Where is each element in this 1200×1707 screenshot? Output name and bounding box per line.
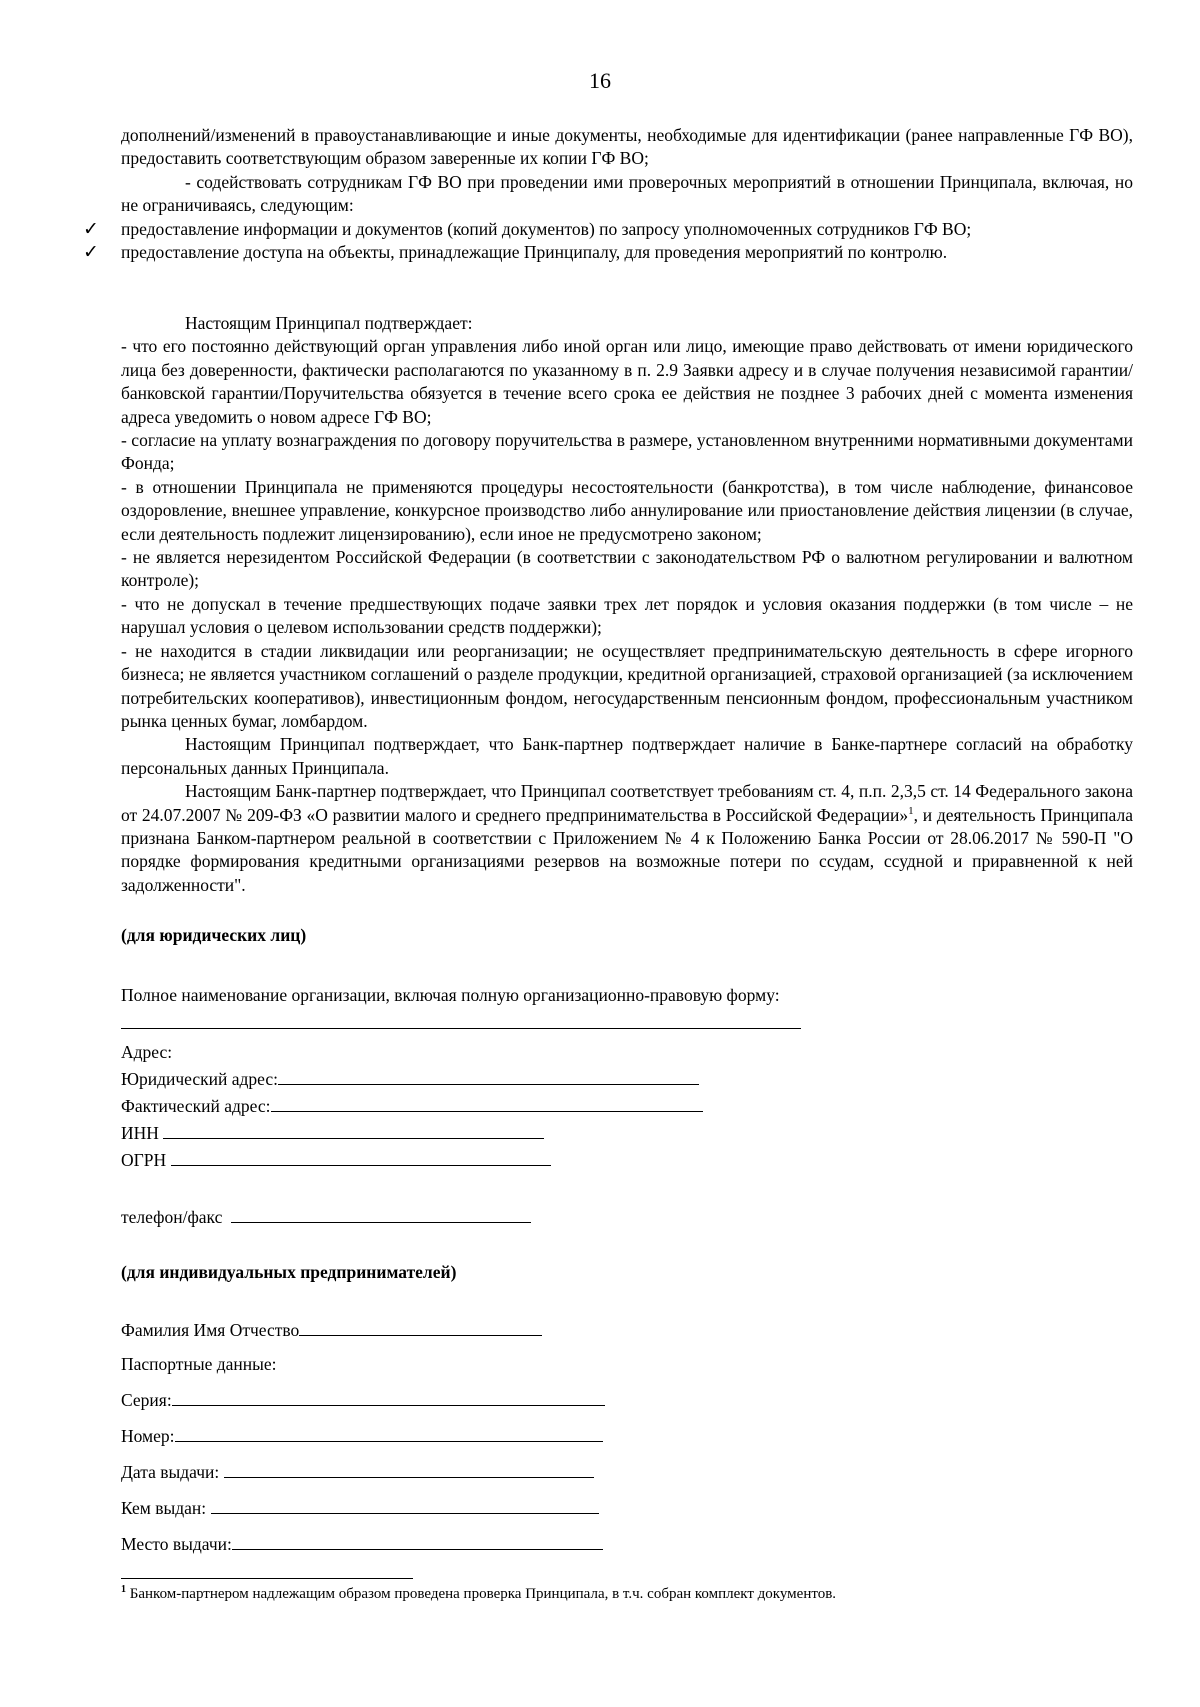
- footnote: [121, 1586, 836, 1603]
- check-item-text: предоставление информации и документов (копий документов) по запросу уполномоченных сотрудников ГФ ВО;: [121, 218, 972, 239]
- legal-address-row: [121, 1067, 699, 1091]
- series-field[interactable]: [172, 1388, 605, 1406]
- intro-paragraph: дополнений/изменений в правоустанавливающие и иные документы, необходимые для идентификации (ранее направленные ГФ ВО), предоставить соответствующим образом заверенные их копии ГФ ВО;: [121, 125, 1133, 169]
- bank-confirmation-paragraph: [121, 780, 1133, 897]
- check-item: [83, 217, 1133, 241]
- footnote-reference[interactable]: 1: [908, 804, 914, 817]
- confirmation-item: - что его постоянно действующий орган управления либо иной орган или лицо, имеющие право действовать от имени юридического лица без доверенности, фактически располагаются по указанному в п. 2.9 Заявки адресу и в случае получения независимой гарантии/банковской гарантии/Поручительства обязуется в течение всего срока ее действия не позднее 3 рабочих дней с момента изменения адреса уведомить о новом адресе ГФ ВО;: [121, 336, 1133, 427]
- address-label: Адрес:: [121, 1042, 173, 1062]
- legal-address-field[interactable]: [278, 1067, 699, 1085]
- number-field[interactable]: [175, 1424, 603, 1442]
- fio-label: Фамилия Имя Отчество: [121, 1320, 300, 1340]
- fio-row: [121, 1318, 542, 1342]
- footnote-text: Банком-партнером надлежащим образом проведена проверка Принципала, в т.ч. собран комплект документов.: [129, 1586, 837, 1602]
- confirmation-item: - в отношении Принципала не применяются процедуры несостоятельности (банкротства), в том числе наблюдение, финансовое оздоровление, внешнее управление, конкурсное производство либо аннулирование или приостановление действия лицензии (в случае, если деятельность подлежит лицензированию), если иное не предусмотрено законом;: [121, 476, 1133, 544]
- checkmark-icon: ✓: [83, 241, 99, 264]
- actual-address-row: [121, 1094, 703, 1118]
- bank-confirmation-text: Настоящим Банк-партнер подтверждает, что Принципал соответствует требованиям ст. 4, п.п. 2,3,5 ст. 14 Федерального закона от 24.07.2007 № 209-ФЗ «О развитии малого и среднего предпринимательства в Российской Федерации»: [121, 781, 1133, 825]
- inn-label: ИНН: [121, 1123, 159, 1143]
- confirmation-item: - не является нерезидентом Российской Федерации (в соответствии с законодательством РФ о валютном регулировании и валютном контроле);: [121, 547, 1133, 591]
- assist-paragraph: - содействовать сотрудникам ГФ ВО при проведении ими проверочных мероприятий в отношении Принципала, включая, но не ограничиваясь, следующим:: [121, 171, 1133, 216]
- series-label: Серия:: [121, 1390, 172, 1410]
- issue-place-row: [121, 1532, 603, 1556]
- issue-place-field[interactable]: [232, 1532, 603, 1550]
- actual-address-field[interactable]: [271, 1094, 703, 1112]
- legal-entity-heading: (для юридических лиц): [121, 925, 307, 945]
- confirmation-item: - что не допускал в течение предшествующих подаче заявки трех лет порядок и условия оказания поддержки (в том числе – не нарушал условия о целевом использовании средств поддержки);: [121, 593, 1133, 638]
- full-name-label: Полное наименование организации, включая полную организационно-правовую форму:: [121, 985, 780, 1005]
- fio-field[interactable]: [299, 1318, 542, 1336]
- issued-by-row: [121, 1496, 599, 1520]
- page-number: 16: [589, 68, 611, 93]
- issue-date-row: [121, 1460, 594, 1484]
- phone-label: телефон/факс: [121, 1207, 223, 1227]
- phone-field[interactable]: [231, 1205, 531, 1223]
- issued-by-label: Кем выдан:: [121, 1498, 207, 1518]
- footnote-divider: [121, 1578, 413, 1579]
- check-item: [83, 241, 1133, 264]
- confirmation-heading: Настоящим Принципал подтверждает:: [185, 313, 473, 333]
- check-item-text: предоставление доступа на объекты, принадлежащие Принципалу, для проведения мероприятий по контролю.: [121, 242, 948, 263]
- issue-date-label: Дата выдачи:: [121, 1462, 220, 1482]
- passport-label: Паспортные данные:: [121, 1354, 277, 1374]
- legal-address-label: Юридический адрес:: [121, 1069, 279, 1089]
- individual-heading: (для индивидуальных предпринимателей): [121, 1262, 457, 1282]
- intro-section: [83, 124, 1133, 264]
- issued-by-field[interactable]: [211, 1496, 599, 1514]
- ogrn-row: [121, 1148, 551, 1172]
- footnote-mark: 1: [121, 1584, 126, 1595]
- ogrn-field[interactable]: [171, 1148, 551, 1166]
- series-row: [121, 1388, 605, 1412]
- bank-consent-paragraph: Настоящим Принципал подтверждает, что Банк-партнер подтверждает наличие в Банке-партнере согласий на обработку персональных данных Принципала.: [121, 734, 1133, 778]
- inn-row: [121, 1121, 544, 1145]
- confirmation-item: - не находится в стадии ликвидации или реорганизации; не осуществляет предпринимательскую деятельность в сфере игорного бизнеса; не является участником соглашений о разделе продукции, кредитной организацией, страховой организацией (за исключением потребительских кооперативов), инвестиционным фондом, негосударственным пенсионным фондом, профессиональным участником рынка ценных бумаг, ломбардом.: [121, 640, 1133, 731]
- ogrn-label: ОГРН: [121, 1150, 167, 1170]
- bank-confirmation-text-cont: , и деятельность Принципала признана Банком-партнером реальной в соответствии с Приложением № 4 к Положению Банка России от 28.06.2017 № 590-П "О порядке формирования кредитными организациями резервов на возможные потери по ссудам, ссудной и приравненной к ней задолженности".: [121, 804, 1133, 895]
- inn-field[interactable]: [163, 1121, 544, 1139]
- checkmark-icon: ✓: [83, 217, 99, 240]
- phone-row: [121, 1205, 531, 1229]
- number-label: Номер:: [121, 1426, 175, 1446]
- issue-place-label: Место выдачи:: [121, 1534, 232, 1554]
- confirmation-section: [121, 312, 1133, 897]
- issue-date-field[interactable]: [224, 1460, 594, 1478]
- number-row: [121, 1424, 603, 1448]
- actual-address-label: Фактический адрес:: [121, 1096, 271, 1116]
- confirmation-item: - согласие на уплату вознаграждения по договору поручительства в размере, установленном внутренними нормативными документами Фонда;: [121, 430, 1133, 474]
- full-name-field[interactable]: [121, 1028, 801, 1029]
